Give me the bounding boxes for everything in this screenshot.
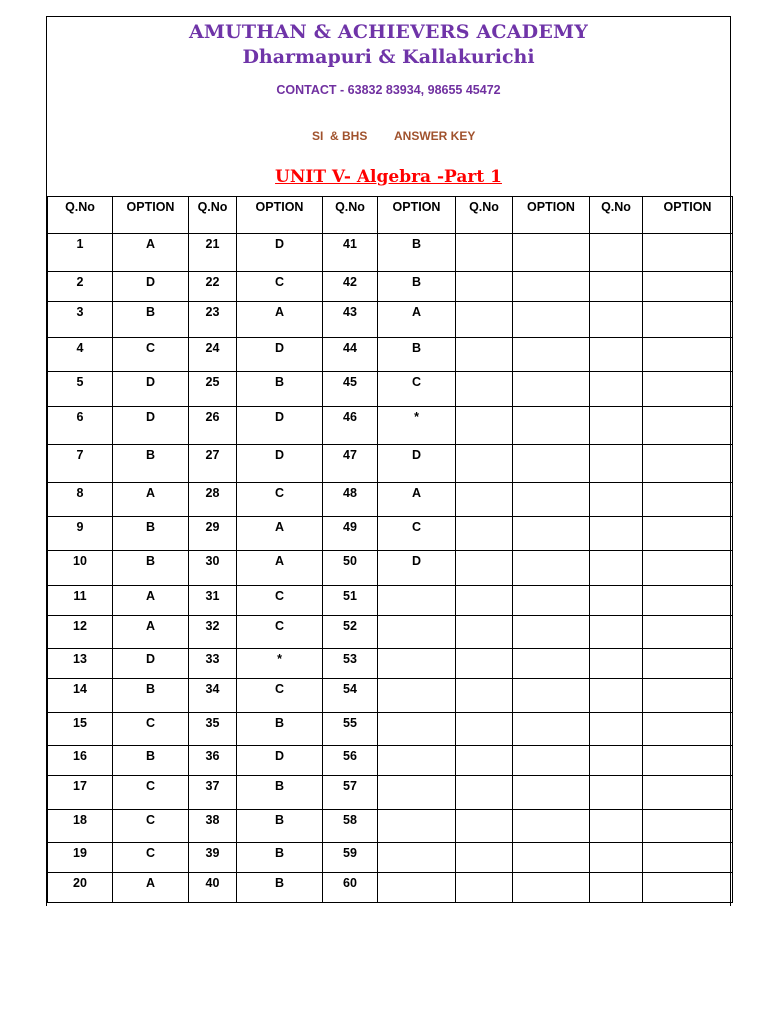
answer-option-cell — [513, 372, 590, 407]
answer-option-cell: C — [113, 776, 189, 810]
answer-option-cell: B — [237, 713, 323, 746]
answer-option-cell: C — [378, 517, 456, 551]
question-number-cell: 5 — [48, 372, 113, 407]
question-number-cell — [590, 713, 643, 746]
table-row — [48, 843, 733, 873]
question-number-cell: 28 — [189, 483, 237, 517]
qno-column-header: Q.No — [456, 197, 513, 234]
answer-option-cell: C — [113, 713, 189, 746]
answer-option-cell: B — [113, 551, 189, 586]
question-number-cell: 24 — [189, 338, 237, 372]
question-number-cell — [456, 843, 513, 873]
answer-option-cell — [378, 586, 456, 616]
question-number-cell: 43 — [323, 302, 378, 338]
table-row — [48, 234, 733, 272]
table-row — [48, 302, 733, 338]
question-number-cell — [590, 234, 643, 272]
answer-option-cell: D — [113, 649, 189, 679]
table-row — [48, 445, 733, 483]
question-number-cell: 50 — [323, 551, 378, 586]
answer-option-cell: B — [113, 746, 189, 776]
question-number-cell: 1 — [48, 234, 113, 272]
question-number-cell: 46 — [323, 407, 378, 445]
table-row — [48, 483, 733, 517]
question-number-cell: 16 — [48, 746, 113, 776]
answer-option-cell: D — [378, 445, 456, 483]
answer-option-cell — [643, 272, 733, 302]
answer-option-cell: D — [237, 234, 323, 272]
answer-option-cell: D — [378, 551, 456, 586]
question-number-cell: 56 — [323, 746, 378, 776]
qno-column-header: Q.No — [323, 197, 378, 234]
answer-option-cell: C — [237, 679, 323, 713]
question-number-cell — [590, 338, 643, 372]
question-number-cell — [456, 551, 513, 586]
answer-option-cell — [643, 713, 733, 746]
question-number-cell: 3 — [48, 302, 113, 338]
answer-option-cell: A — [113, 616, 189, 649]
answer-option-cell: C — [237, 586, 323, 616]
answer-option-cell: B — [378, 338, 456, 372]
question-number-cell: 10 — [48, 551, 113, 586]
answer-option-cell — [513, 679, 590, 713]
question-number-cell: 14 — [48, 679, 113, 713]
question-number-cell — [590, 372, 643, 407]
answer-option-cell: B — [113, 302, 189, 338]
answer-option-cell: * — [378, 407, 456, 445]
answer-option-cell: A — [378, 302, 456, 338]
question-number-cell — [456, 445, 513, 483]
answer-option-cell — [643, 407, 733, 445]
answer-option-cell — [643, 483, 733, 517]
question-number-cell: 2 — [48, 272, 113, 302]
question-number-cell: 29 — [189, 517, 237, 551]
question-number-cell: 51 — [323, 586, 378, 616]
question-number-cell — [590, 649, 643, 679]
question-number-cell — [590, 586, 643, 616]
question-number-cell — [456, 810, 513, 843]
answer-option-cell — [513, 810, 590, 843]
question-number-cell: 26 — [189, 407, 237, 445]
option-column-header: OPTION — [237, 197, 323, 234]
answer-option-cell — [378, 713, 456, 746]
option-column-header: OPTION — [113, 197, 189, 234]
answer-option-cell — [378, 616, 456, 649]
answer-key-sheet — [46, 16, 731, 906]
answer-option-cell: C — [237, 272, 323, 302]
answer-option-cell: A — [237, 302, 323, 338]
answer-option-cell: C — [113, 810, 189, 843]
question-number-cell — [590, 679, 643, 713]
qno-column-header: Q.No — [48, 197, 113, 234]
answer-option-cell: D — [237, 445, 323, 483]
answer-option-cell — [643, 873, 733, 903]
question-number-cell — [456, 372, 513, 407]
question-number-cell: 41 — [323, 234, 378, 272]
answer-option-cell: B — [113, 517, 189, 551]
question-number-cell — [590, 616, 643, 649]
contact-info: CONTACT - 63832 83934, 98655 45472 — [276, 83, 501, 97]
answer-option-cell — [513, 272, 590, 302]
question-number-cell: 37 — [189, 776, 237, 810]
table-row — [48, 372, 733, 407]
answer-option-cell — [378, 843, 456, 873]
answer-option-cell — [513, 649, 590, 679]
answer-option-cell: A — [113, 873, 189, 903]
answer-option-cell: A — [378, 483, 456, 517]
question-number-cell: 13 — [48, 649, 113, 679]
question-number-cell — [456, 517, 513, 551]
question-number-cell: 55 — [323, 713, 378, 746]
question-number-cell: 21 — [189, 234, 237, 272]
question-number-cell — [590, 272, 643, 302]
question-number-cell: 33 — [189, 649, 237, 679]
question-number-cell: 52 — [323, 616, 378, 649]
table-row — [48, 272, 733, 302]
answer-option-cell: B — [378, 272, 456, 302]
table-row — [48, 679, 733, 713]
table-row — [48, 517, 733, 551]
question-number-cell: 53 — [323, 649, 378, 679]
answer-option-cell: D — [113, 372, 189, 407]
question-number-cell: 60 — [323, 873, 378, 903]
question-number-cell — [456, 873, 513, 903]
answer-option-cell — [643, 746, 733, 776]
answer-option-cell: C — [237, 483, 323, 517]
answer-option-cell: B — [237, 810, 323, 843]
question-number-cell: 31 — [189, 586, 237, 616]
question-number-cell: 25 — [189, 372, 237, 407]
question-number-cell — [590, 407, 643, 445]
question-number-cell: 11 — [48, 586, 113, 616]
answer-option-cell: B — [378, 234, 456, 272]
answer-option-cell — [643, 616, 733, 649]
question-number-cell — [456, 679, 513, 713]
answer-option-cell — [378, 810, 456, 843]
answer-option-cell — [643, 586, 733, 616]
question-number-cell — [456, 616, 513, 649]
answer-option-cell — [513, 483, 590, 517]
answer-key-label: ANSWER KEY — [394, 129, 476, 143]
question-number-cell: 35 — [189, 713, 237, 746]
answer-option-cell — [378, 679, 456, 713]
question-number-cell: 38 — [189, 810, 237, 843]
question-number-cell: 9 — [48, 517, 113, 551]
question-number-cell: 44 — [323, 338, 378, 372]
academy-name: AMUTHAN & ACHIEVERS ACADEMY — [188, 21, 589, 43]
question-number-cell: 17 — [48, 776, 113, 810]
question-number-cell — [456, 407, 513, 445]
question-number-cell: 48 — [323, 483, 378, 517]
answer-option-cell: C — [237, 616, 323, 649]
table-row — [48, 649, 733, 679]
question-number-cell — [456, 746, 513, 776]
answer-option-cell — [643, 776, 733, 810]
question-number-cell: 54 — [323, 679, 378, 713]
answer-option-cell — [643, 843, 733, 873]
question-number-cell: 30 — [189, 551, 237, 586]
question-number-cell: 42 — [323, 272, 378, 302]
question-number-cell — [590, 873, 643, 903]
answer-option-cell — [643, 302, 733, 338]
question-number-cell — [456, 586, 513, 616]
answer-option-cell — [643, 649, 733, 679]
answer-option-cell — [513, 616, 590, 649]
question-number-cell — [590, 445, 643, 483]
answer-option-cell — [513, 302, 590, 338]
answer-option-cell: C — [378, 372, 456, 407]
table-row — [48, 810, 733, 843]
answer-option-cell — [643, 810, 733, 843]
answer-option-cell: A — [113, 483, 189, 517]
answer-option-cell: B — [237, 873, 323, 903]
question-number-cell — [456, 713, 513, 746]
answer-option-cell — [513, 776, 590, 810]
table-row — [48, 407, 733, 445]
answer-option-cell — [378, 873, 456, 903]
answer-option-cell — [513, 338, 590, 372]
question-number-cell: 27 — [189, 445, 237, 483]
answer-option-cell: A — [113, 234, 189, 272]
answer-option-cell: B — [237, 843, 323, 873]
answer-option-cell — [513, 873, 590, 903]
answer-option-cell: B — [237, 372, 323, 407]
answer-option-cell — [513, 445, 590, 483]
answer-option-cell — [513, 551, 590, 586]
question-number-cell: 20 — [48, 873, 113, 903]
answer-option-cell — [513, 407, 590, 445]
answer-option-cell — [513, 234, 590, 272]
header-row — [48, 197, 733, 234]
question-number-cell: 12 — [48, 616, 113, 649]
answer-option-cell — [643, 234, 733, 272]
question-number-cell — [456, 483, 513, 517]
answer-option-cell — [513, 713, 590, 746]
answer-option-cell — [513, 586, 590, 616]
question-number-cell: 59 — [323, 843, 378, 873]
question-number-cell: 34 — [189, 679, 237, 713]
question-number-cell — [456, 776, 513, 810]
option-column-header: OPTION — [513, 197, 590, 234]
table-row — [48, 551, 733, 586]
answer-option-cell — [643, 445, 733, 483]
answer-option-cell: D — [237, 746, 323, 776]
answer-option-cell: C — [113, 843, 189, 873]
question-number-cell: 45 — [323, 372, 378, 407]
question-number-cell — [590, 517, 643, 551]
answer-option-cell — [513, 843, 590, 873]
answer-option-cell: D — [237, 407, 323, 445]
question-number-cell — [456, 338, 513, 372]
question-number-cell: 15 — [48, 713, 113, 746]
option-column-header: OPTION — [643, 197, 733, 234]
answer-option-cell: A — [113, 586, 189, 616]
answer-option-cell — [378, 776, 456, 810]
answer-table — [47, 196, 733, 903]
question-number-cell: 47 — [323, 445, 378, 483]
answer-option-cell: A — [237, 551, 323, 586]
answer-option-cell — [378, 649, 456, 679]
table-row — [48, 776, 733, 810]
academy-locations: Dharmapuri & Kallakurichi — [242, 46, 535, 68]
course-label: SI & BHS — [312, 129, 368, 143]
question-number-cell: 57 — [323, 776, 378, 810]
table-row — [48, 746, 733, 776]
key-line — [312, 129, 475, 143]
answer-option-cell: A — [237, 517, 323, 551]
answer-option-cell — [643, 551, 733, 586]
question-number-cell: 19 — [48, 843, 113, 873]
question-number-cell — [590, 810, 643, 843]
answer-option-cell: B — [113, 679, 189, 713]
question-number-cell — [590, 302, 643, 338]
question-number-cell: 22 — [189, 272, 237, 302]
question-number-cell: 39 — [189, 843, 237, 873]
answer-option-cell: D — [237, 338, 323, 372]
qno-column-header: Q.No — [189, 197, 237, 234]
table-row — [48, 586, 733, 616]
question-number-cell: 49 — [323, 517, 378, 551]
answer-option-cell: B — [237, 776, 323, 810]
answer-option-cell — [513, 517, 590, 551]
question-number-cell: 23 — [189, 302, 237, 338]
question-number-cell: 40 — [189, 873, 237, 903]
question-number-cell — [456, 272, 513, 302]
question-number-cell: 58 — [323, 810, 378, 843]
qno-column-header: Q.No — [590, 197, 643, 234]
question-number-cell — [590, 776, 643, 810]
table-row — [48, 873, 733, 903]
question-number-cell: 18 — [48, 810, 113, 843]
question-number-cell: 36 — [189, 746, 237, 776]
question-number-cell — [456, 302, 513, 338]
header — [47, 17, 730, 197]
question-number-cell: 8 — [48, 483, 113, 517]
answer-option-cell — [378, 746, 456, 776]
question-number-cell — [456, 649, 513, 679]
option-column-header: OPTION — [378, 197, 456, 234]
question-number-cell: 7 — [48, 445, 113, 483]
table-row — [48, 713, 733, 746]
question-number-cell — [590, 483, 643, 517]
answer-option-cell — [513, 746, 590, 776]
answer-option-cell: D — [113, 407, 189, 445]
question-number-cell — [590, 843, 643, 873]
question-number-cell: 4 — [48, 338, 113, 372]
answer-option-cell: * — [237, 649, 323, 679]
question-number-cell — [590, 551, 643, 586]
answer-option-cell — [643, 372, 733, 407]
answer-option-cell: D — [113, 272, 189, 302]
question-number-cell: 6 — [48, 407, 113, 445]
answer-option-cell — [643, 679, 733, 713]
answer-option-cell: B — [113, 445, 189, 483]
question-number-cell — [456, 234, 513, 272]
answer-option-cell — [643, 517, 733, 551]
table-row — [48, 616, 733, 649]
table-row — [48, 338, 733, 372]
unit-title: UNIT V- Algebra -Part 1 — [275, 167, 502, 187]
question-number-cell — [590, 746, 643, 776]
answer-option-cell — [643, 338, 733, 372]
question-number-cell: 32 — [189, 616, 237, 649]
answer-option-cell: C — [113, 338, 189, 372]
